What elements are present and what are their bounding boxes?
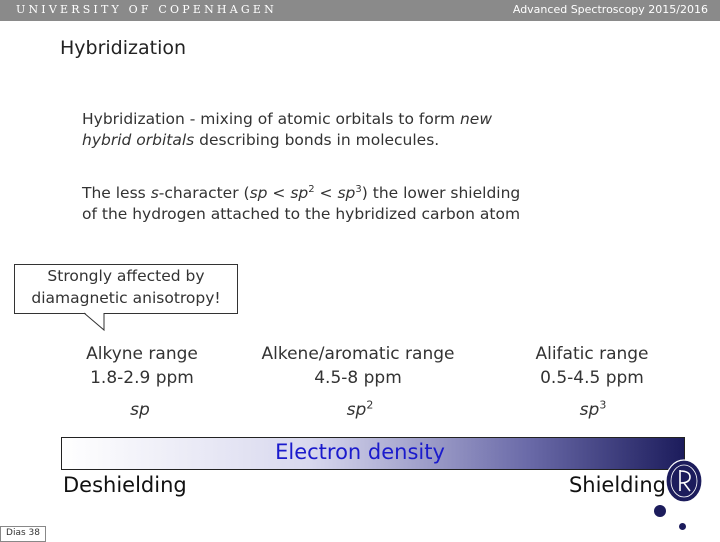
hyb-superscript: 2: [366, 398, 374, 412]
definition-hybrid: hybrid orbitals: [82, 131, 195, 149]
shielding-text-part: -character (: [158, 184, 250, 202]
definition-new: new: [459, 110, 493, 128]
shielding-text-part: The less: [82, 184, 151, 202]
s-character: s: [150, 184, 159, 202]
range-ppm: 4.5-8 ppm: [314, 368, 402, 388]
hyb-label: sp: [579, 400, 600, 420]
callout-line1: Strongly affected by: [47, 267, 205, 285]
university-seal-icon: [664, 458, 704, 504]
hybridization-sp2: [320, 400, 400, 420]
shielding-text: [82, 183, 520, 225]
electron-density-label: Electron density: [275, 440, 445, 464]
deshielding-label: Deshielding: [63, 473, 187, 497]
definition-term: Hybridization: [82, 110, 185, 128]
university-name: UNIVERSITY OF COPENHAGEN: [16, 3, 277, 16]
range-ppm: 1.8-2.9 ppm: [90, 368, 194, 388]
hyb-label: sp: [346, 400, 367, 420]
range-alkyne: [62, 342, 222, 390]
range-alkene: [233, 342, 483, 390]
sp2-label: sp: [290, 184, 309, 202]
hyb-superscript: 3: [599, 398, 607, 412]
shielding-text-line2: of the hydrogen attached to the hybridized carbon atom: [82, 205, 521, 223]
sp2-superscript: 2: [308, 183, 315, 195]
hyb-label: sp: [130, 400, 150, 420]
definition-text: [82, 109, 492, 151]
slide-number: Dias 38: [0, 526, 46, 542]
range-name: Alkene/aromatic range: [261, 344, 455, 364]
hybridization-sp3: [553, 400, 633, 420]
definition-rest: describing bonds in molecules.: [194, 131, 440, 149]
decorative-dot: [654, 505, 666, 517]
shielding-label: Shielding: [568, 473, 666, 497]
sp3-label: sp: [337, 184, 356, 202]
range-name: Alkyne range: [86, 344, 198, 364]
decorative-dot: [679, 523, 686, 530]
range-ppm: 0.5-4.5 ppm: [540, 368, 644, 388]
sp3-superscript: 3: [355, 183, 362, 195]
shielding-text-part: ) the lower shielding: [361, 184, 521, 202]
definition-dash: - mixing of atomic orbitals to form: [184, 110, 460, 128]
callout-box: [14, 264, 238, 314]
hybridization-sp: [100, 400, 180, 420]
range-name: Alifatic range: [535, 344, 649, 364]
slide-title: Hybridization: [60, 37, 187, 59]
less-than: <: [314, 184, 338, 202]
header-bar: [0, 0, 720, 21]
callout-line2: diamagnetic anisotropy!: [31, 289, 221, 307]
sp-label: sp: [249, 184, 268, 202]
less-than: <: [267, 184, 291, 202]
course-title: Advanced Spectroscopy 2015/2016: [512, 3, 708, 16]
range-alifatic: [512, 342, 672, 390]
